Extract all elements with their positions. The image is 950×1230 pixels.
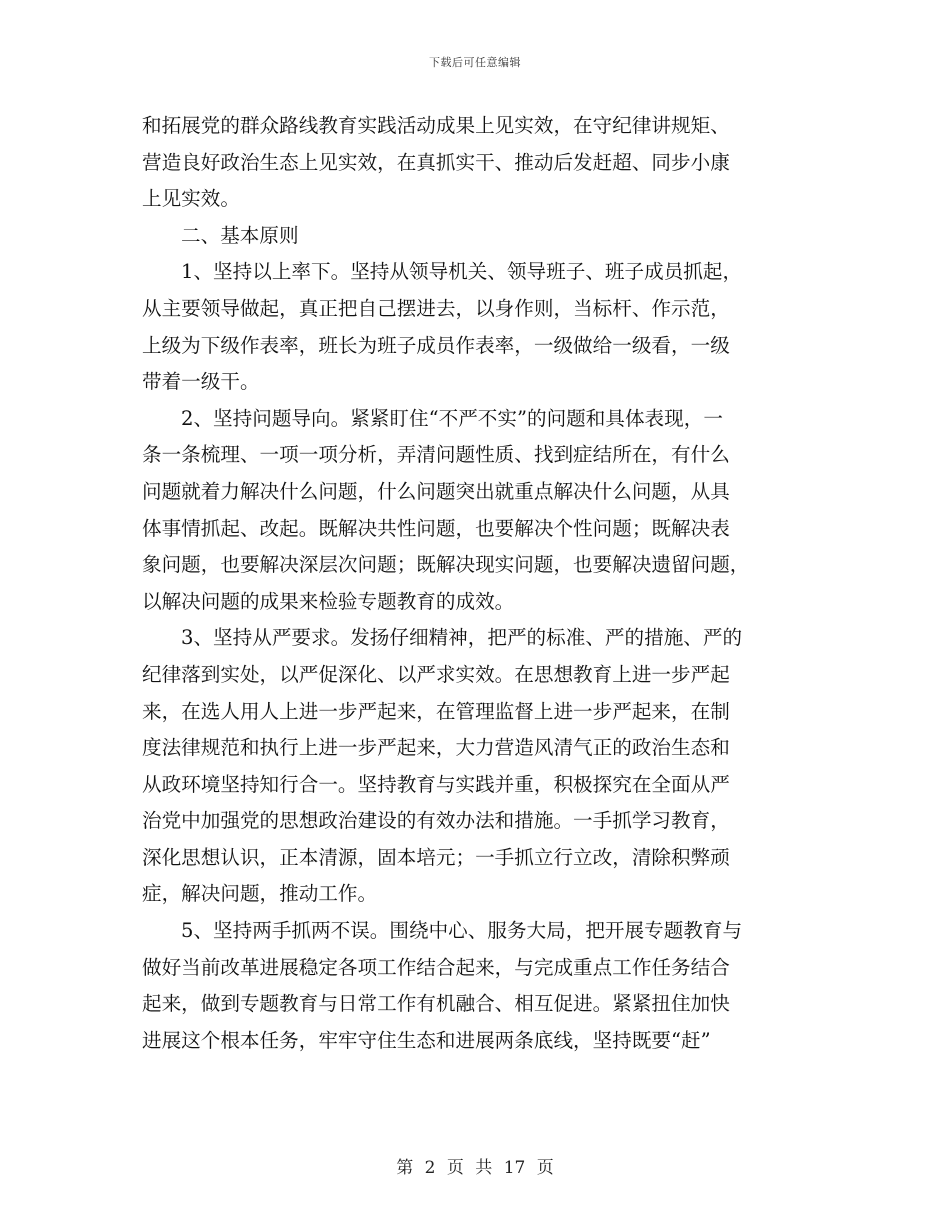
text-line: 做好当前改革进展稳定各项工作结合起来，与完成重点工作任务结合 [142,955,730,979]
document-body [142,108,810,1059]
text-line: 度法律规范和执行上进一步严起来，大力营造风清气正的政治生态和 [142,736,730,760]
text-line: 从主要领导做起，真正把自己摆进去，以身作则，当标杆、作示范， [142,296,730,320]
text-line: 纪律落到实处，以严促深化、以严求实效。在思想教育上进一步严起 [142,662,730,686]
text-line: 象问题，也要解决深层次问题；既解决现实问题，也要解决遗留问题， [142,553,750,577]
text-line: 5、坚持两手抓两不误。围绕中心、服务大局，把开展专题教育与 [181,919,743,943]
text-line: 体事情抓起、改起。既解决共性问题，也要解决个性问题；既解决表 [142,516,730,540]
text-line: 以解决问题的成果来检验专题教育的成效。 [142,589,515,613]
section-heading: 二、基本原则 [181,223,299,247]
text-line: 来，在选人用人上进一步严起来，在管理监督上进一步严起来，在制 [142,699,730,723]
page-header: 下载后可任意编辑 [429,56,521,69]
text-line: 上级为下级作表率，班长为班子成员作表率，一级做给一级看，一级 [142,333,730,357]
text-line: 进展这个根本任务，牢牢守住生态和进展两条底线，坚持既要“赶” [142,1028,711,1052]
text-line: 从政环境坚持知行合一。坚持教育与实践并重，积极探究在全面从严 [142,772,730,796]
text-line: 起来，做到专题教育与日常工作有机融合、相互促进。紧紧扭住加快 [142,992,730,1016]
text-line: 上见实效。 [142,187,240,211]
text-line: 深化思想认识，正本清源，固本培元；一手抓立行立改，清除积弊顽 [142,845,730,869]
text-line: 带着一级干。 [142,370,260,394]
text-line: 营造良好政治生态上见实效，在真抓实干、推动后发赶超、同步小康 [142,150,730,174]
text-line: 症，解决问题，推动工作。 [142,882,378,906]
text-line: 1、坚持以上率下。坚持从领导机关、领导班子、班子成员抓起， [181,260,743,284]
text-line: 治党中加强党的思想政治建设的有效办法和措施。一手抓学习教育， [142,809,730,833]
text-line: 条一条梳理、一项一项分析，弄清问题性质、找到症结所在，有什么 [142,443,730,467]
text-line: 2、坚持问题导向。紧紧盯住“不严不实”的问题和具体表现，一 [181,406,723,430]
page-footer: 第 2 页 共 17 页 [396,1158,554,1178]
text-line: 3、坚持从严要求。发扬仔细精神，把严的标准、严的措施、严的 [181,626,743,650]
text-line: 和拓展党的群众路线教育实践活动成果上见实效，在守纪律讲规矩、 [142,114,730,137]
text-line: 问题就着力解决什么问题，什么问题突出就重点解决什么问题，从具 [142,479,730,503]
